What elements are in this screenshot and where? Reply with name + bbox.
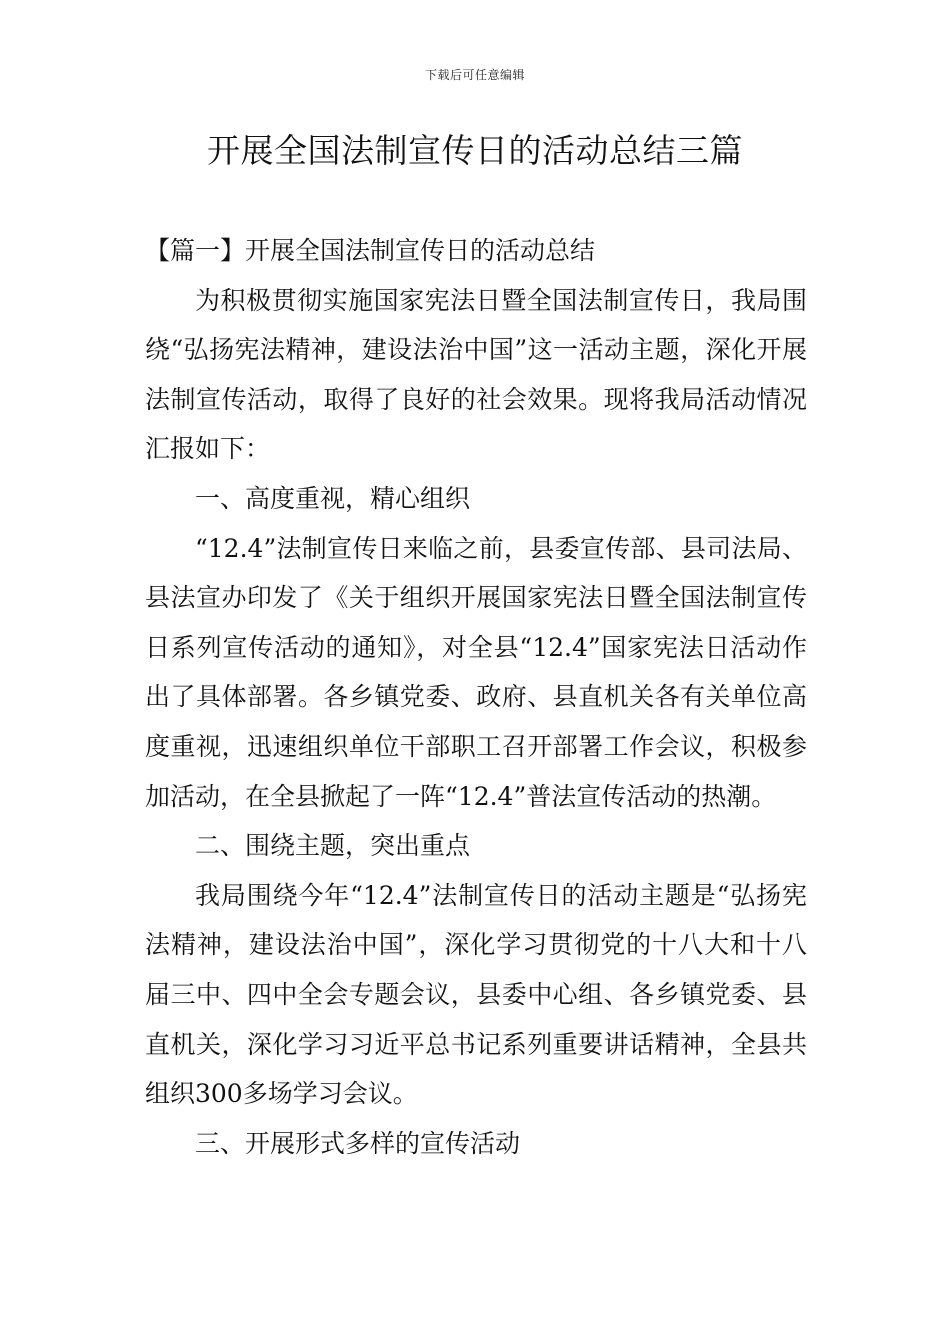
paragraph-1: “12.4”法制宣传日来临之前，县委宣传部、县司法局、县法宣办印发了《关于组织开展国家宪法日暨全国法制宣传日系列宣传活动的通知》，对全县“12.4”国家宪法日活动作出了具体部署。各乡镇党委、政府、县直机关各有关单位高度重视，迅速组织单位干部职工召开部署工作会议，积极参加活动，在全县掀起了一阵“12.4”普法宣传活动的热潮。 [145, 533, 807, 811]
paragraph-intro: 为积极贯彻实施国家宪法日暨全国法制宣传日，我局围绕“弘扬宪法精神，建设法治中国”这一活动主题，深化开展法制宣传活动，取得了良好的社会效果。现将我局活动情况汇报如下： [145, 285, 807, 464]
section-heading: 【篇一】开展全国法制宣传日的活动总结 [145, 236, 596, 265]
paragraph-2: 我局围绕今年“12.4”法制宣传日的活动主题是“弘扬宪法精神，建设法治中国”，深化学习贯彻党的十八大和十八届三中、四中全会专题会议，县委中心组、各乡镇党委、县直机关，深化学习习近平总书记系列重要讲话精神，全县共组织300多场学习会议。 [145, 880, 807, 1109]
subheading-3: 三、开展形式多样的宣传活动 [195, 1128, 521, 1158]
header-note: 下载后可任意编辑 [424, 68, 525, 82]
subheading-1: 一、高度重视，精心组织 [195, 483, 471, 513]
document-body [145, 226, 807, 1168]
document-title: 开展全国法制宣传日的活动总结三篇 [207, 131, 743, 170]
subheading-2: 二、围绕主题，突出重点 [195, 831, 471, 861]
